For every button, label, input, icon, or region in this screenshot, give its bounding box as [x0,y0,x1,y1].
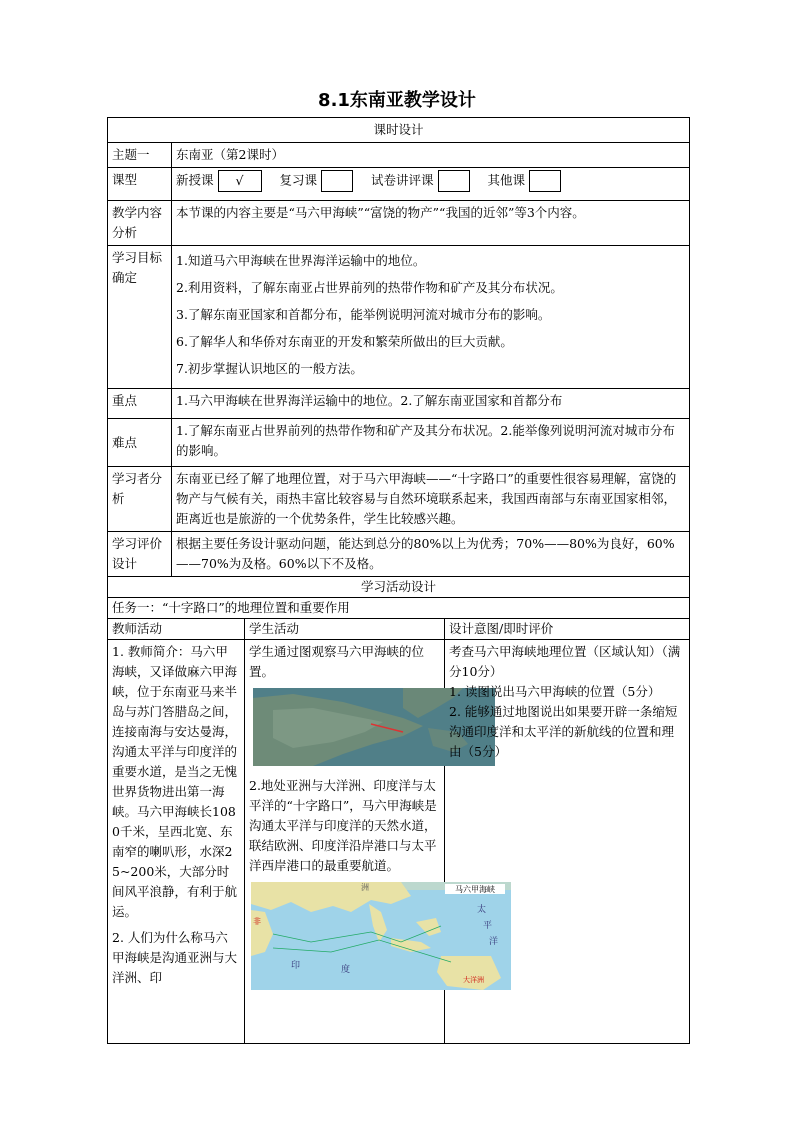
lesson-type-options [172,168,690,201]
difficult-label: 难点 [108,419,172,467]
column-design: 设计意图/即时评价 [445,619,690,640]
eval-value: 根据主要任务设计驱动问题，能达到总分的80%以上为优秀；70%——80%为良好，60%——70%为及格。60%以下不及格。 [172,532,690,577]
column-teacher: 教师活动 [108,619,245,640]
teacher-question: 2. 人们为什么称马六甲海峡是沟通亚洲与大洋洲、印 [112,930,238,985]
map-label: 平 [483,921,493,931]
type-label: 课型 [108,168,172,201]
map-label: 印 [291,961,301,971]
learner-label: 学习者分析 [108,467,172,532]
teacher-intro: 1. 教师简介：马六甲海峡，又译做麻六甲海峡，位于东南亚马来半岛与苏门答腊岛之间，连接南海与安达曼海，沟通太平洋与印度洋的重要水道，是当之无愧世界货物进出第一海峡。马六甲海峡长1080千米，呈西北宽、东南窄的喇叭形，水深25~200米，大部分时间风平浪静，有利于航运。 [112,644,238,919]
goal-item: 2.利用资料，了解东南亚占世界前列的热带作物和矿产及其分布状况。 [176,280,563,295]
content-label: 教学内容分析 [108,201,172,246]
goal-item: 6.了解华人和华侨对东南亚的开发和繁荣所做出的巨大贡献。 [176,334,513,349]
lesson-plan-table [107,117,690,1044]
map-label: 大洋洲 [463,976,484,984]
difficult-value: 1.了解东南亚占世界前列的热带作物和矿产及其分布状况。2.能举像列说明河流对城市分布的影响。 [172,419,690,467]
page-title: 8.1东南亚教学设计 [318,90,476,111]
goal-item: 1.知道马六甲海峡在世界海洋运输中的地位。 [176,253,426,268]
type-other-checkbox[interactable] [529,170,561,192]
type-new-label: 新授课 [176,172,214,188]
content-value: 本节课的内容主要是“马六甲海峡”“富饶的物产”“我国的近邻”等3个内容。 [172,201,690,246]
type-exam-label: 试卷讲评课 [371,172,434,188]
theme-value: 东南亚（第2课时） [172,143,690,168]
design-intro: 考查马六甲海峡地理位置（区域认知）（满分10分） [449,644,681,679]
map-strait-label: 马六甲海峡 [455,885,495,894]
key-label: 重点 [108,389,172,419]
map-label: 洲 [361,883,369,892]
type-exam-checkbox[interactable] [438,170,470,192]
student-point-two: 2.地处亚洲与大洋洲、印度洋与太平洋的“十字路口”，马六甲海峡是沟通太平洋与印度洋的天然水道，联结欧洲、印度洋沿岸港口与太平洋西岸港口的最重要航道。 [249,778,437,873]
student-intro: 学生通过图观察马六甲海峡的位置。 [249,644,425,679]
eval-label: 学习评价设计 [108,532,172,577]
type-other-label: 其他课 [487,172,526,188]
design-item: 2. 能够通过地图说出如果要开辟一条缩短沟通印度洋和太平洋的新航线的位置和理由（5分） [449,704,678,759]
map-label: 太 [477,905,487,915]
map-label: 非 [253,917,261,926]
type-review-label: 复习课 [279,172,318,188]
student-activity [245,640,499,1044]
task-one-title: 任务一：“十字路口”的地理位置和重要作用 [108,598,690,619]
section-header-lesson: 课时设计 [108,118,690,143]
key-value: 1.马六甲海峡在世界海洋运输中的地位。2.了解东南亚国家和首都分布 [172,389,690,419]
design-item: 1. 读图说出马六甲海峡的位置（5分） [449,684,661,699]
goals-label: 学习目标确定 [108,246,172,389]
goal-item: 3.了解东南亚国家和首都分布，能举例说明河流对城市分布的影响。 [176,307,551,322]
theme-label: 主题一 [108,143,172,168]
column-student: 学生活动 [245,619,445,640]
section-header-activity: 学习活动设计 [108,577,690,598]
type-new-checkbox[interactable]: √ [218,170,262,192]
learner-value: 东南亚已经了解了地理位置，对于马六甲海峡——“十字路口”的重要性很容易理解，富饶的物产与气候有关，雨热丰富比较容易与自然环境联系起来，我国西南部与东南亚国家相邻，距离近也是旅游的一个优势条件，学生比较感兴趣。 [172,467,690,532]
map-label: 洋 [489,937,499,947]
map-label: 度 [341,965,351,975]
type-review-checkbox[interactable] [321,170,353,192]
goal-item: 7.初步掌握认识地区的一般方法。 [176,361,363,376]
teacher-activity [108,640,245,1044]
southeast-asia-map [251,882,511,990]
goals-list [172,246,690,389]
